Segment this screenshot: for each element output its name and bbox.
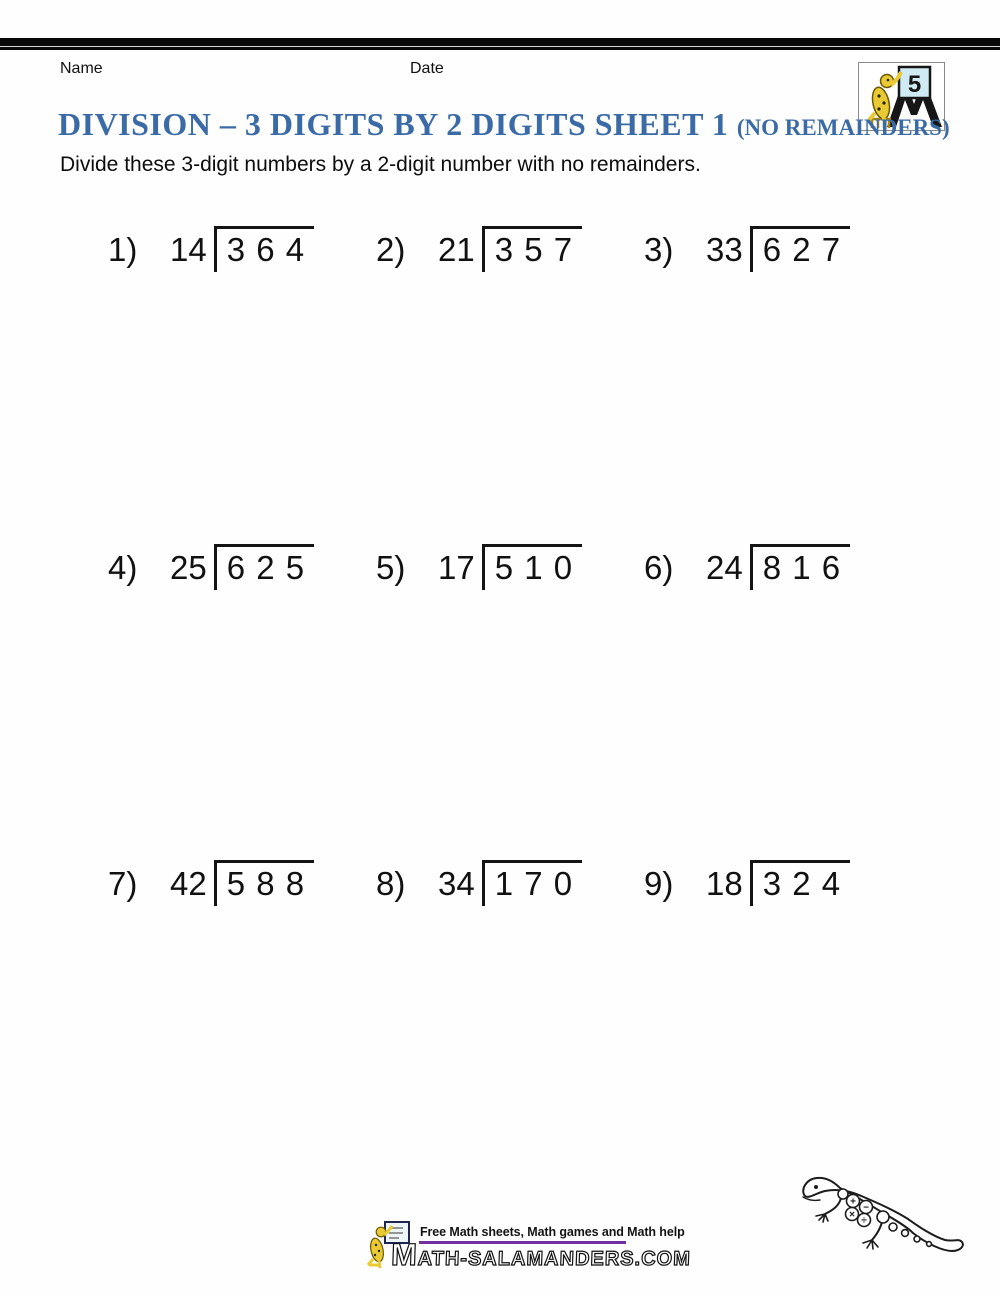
dividend-under-bracket: 8 1 6 (750, 544, 850, 590)
problem-number: 1) (108, 231, 138, 268)
divisor: 33 (706, 231, 743, 268)
dividend-under-bracket: 3 5 7 (482, 226, 582, 272)
page-title-suffix: (NO REMAINDERS) (736, 115, 950, 140)
problem-number: 5) (376, 549, 406, 586)
divisor: 34 (438, 865, 475, 902)
dividend-under-bracket: 3 6 4 (214, 226, 314, 272)
division-problem-5 (376, 544, 582, 590)
division-problem-9 (644, 860, 850, 906)
division-problem-1 (108, 226, 314, 272)
page-title-main: DIVISION – 3 DIGITS BY 2 DIGITS SHEET 1 (58, 106, 729, 142)
instructions-text: Divide these 3-digit numbers by a 2-digit number with no remainders. (60, 153, 701, 176)
problem-number: 3) (644, 231, 674, 268)
date-label: Date (410, 60, 444, 77)
plus-icon: + (850, 1196, 856, 1208)
divisor: 18 (706, 865, 743, 902)
problem-number: 2) (376, 231, 406, 268)
problem-number: 6) (644, 549, 674, 586)
dividend-under-bracket: 1 7 0 (482, 860, 582, 906)
divisor: 14 (170, 231, 207, 268)
problem-number: 9) (644, 865, 674, 902)
division-problem-6 (644, 544, 850, 590)
dividend-under-bracket: 6 2 5 (214, 544, 314, 590)
divide-icon: ÷ (861, 1215, 867, 1227)
division-problem-4 (108, 544, 314, 590)
footer-site-wordmark: MATH-SALAMANDERS.COM (390, 1237, 692, 1272)
divisor: 21 (438, 231, 475, 268)
problem-number: 4) (108, 549, 138, 586)
dividend-under-bracket: 6 2 7 (750, 226, 850, 272)
division-problem-3 (644, 226, 850, 272)
division-problem-2 (376, 226, 582, 272)
top-divider-rule (0, 38, 1000, 50)
math-gecko-illustration (795, 1156, 970, 1271)
problem-number: 7) (108, 865, 138, 902)
dividend-under-bracket: 5 8 8 (214, 860, 314, 906)
division-problem-7 (108, 860, 314, 906)
dividend-under-bracket: 3 2 4 (750, 860, 850, 906)
multiply-icon: × (849, 1209, 855, 1221)
division-problem-8 (376, 860, 582, 906)
problem-number: 8) (376, 865, 406, 902)
divisor: 17 (438, 549, 475, 586)
divisor: 24 (706, 549, 743, 586)
divisor: 42 (170, 865, 207, 902)
name-label: Name (60, 60, 103, 77)
footer-tagline: Free Math sheets, Math games and Math help (420, 1225, 685, 1239)
logo-badge-number: 5 (907, 71, 922, 98)
dividend-under-bracket: 5 1 0 (482, 544, 582, 590)
minus-icon: − (863, 1202, 869, 1214)
divisor: 25 (170, 549, 207, 586)
gecko-icon (795, 1156, 970, 1266)
page-title (58, 106, 950, 143)
